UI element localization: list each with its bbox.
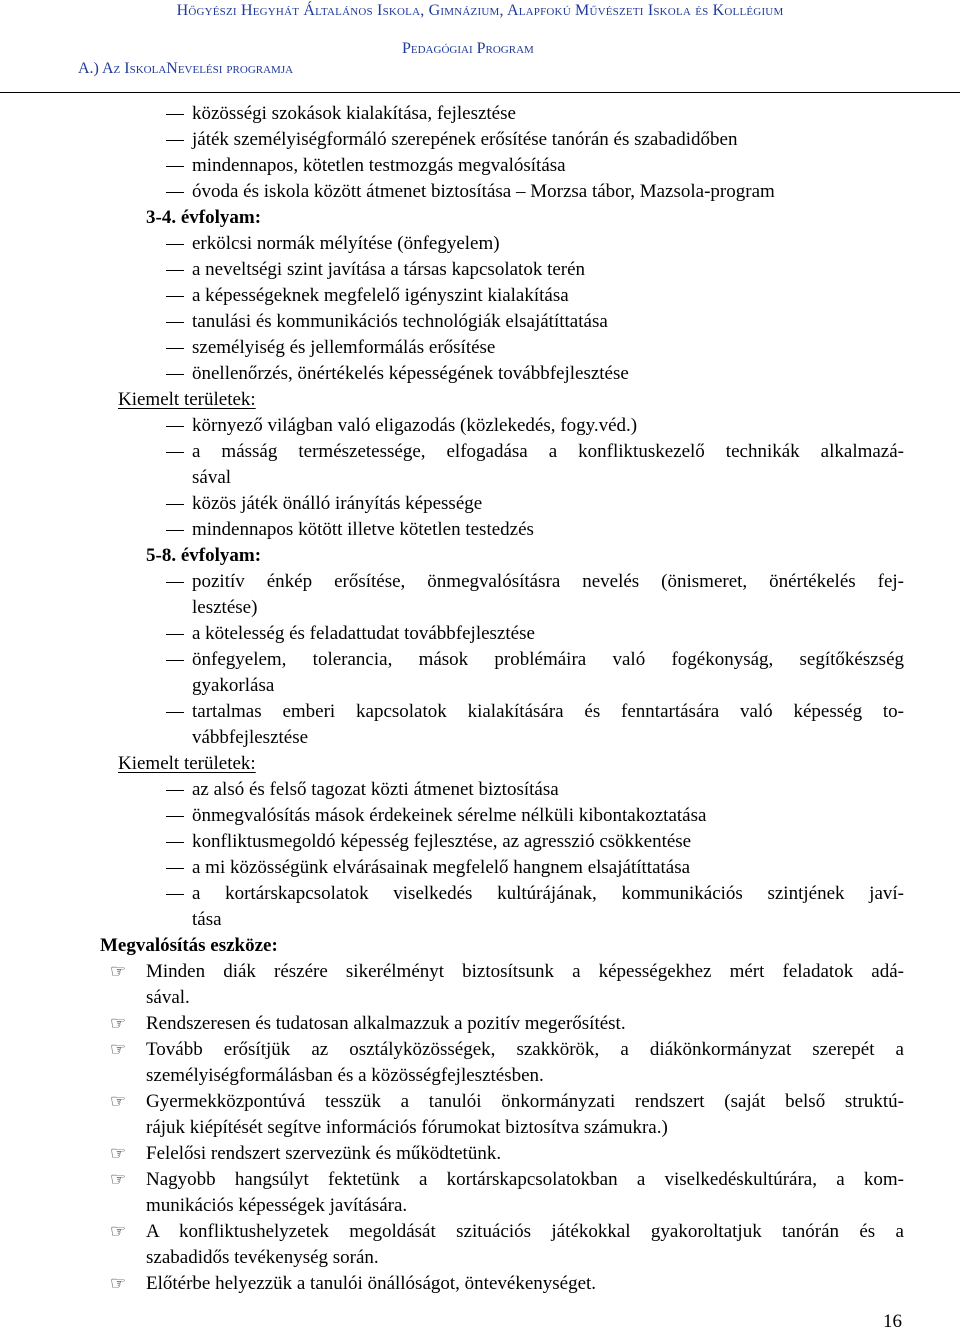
list-item: mindennapos, kötetlen testmozgás megvalósítása (0, 153, 960, 179)
list-item: játék személyiségformáló szerepének erősítése tanórán és szabadidőben (0, 127, 960, 153)
dash-bullet (166, 426, 184, 427)
list-item: környező világban való eligazodás (közlekedés, fogy.véd.) (0, 413, 960, 439)
dash-bullet (166, 244, 184, 245)
tool-item-continuation: sával. (146, 987, 190, 1008)
list-item: pozitív énkép erősítése, önmegvalósításra nevelés (önismeret, önértékelés fej- (0, 569, 960, 595)
list-item: személyiség és jellemformálás erősítése (0, 335, 960, 361)
dash-bullet (166, 114, 184, 115)
list-item: tanulási és kommunikációs technológiák elsajátíttatása (0, 309, 960, 335)
tool-item: ☞ A konfliktushelyzetek megoldását szituációs játékokkal gyakoroltatjuk tanórán és a (0, 1219, 960, 1245)
pointing-hand-icon: ☞ (110, 1013, 127, 1034)
list-item: az alsó és felső tagozat közti átmenet biztosítása (0, 777, 960, 803)
list-item: a kortárskapcsolatok viselkedés kultúrájának, kommunikációs szintjének javí- (0, 881, 960, 907)
list-item: a mi közösségünk elvárásainak megfelelő hangnem elsajátíttatása (0, 855, 960, 881)
dash-bullet (166, 296, 184, 297)
grade-heading: 5-8. évfolyam: (146, 545, 262, 566)
list-item: konfliktusmegoldó képesség fejlesztése, az agresszió csökkentése (0, 829, 960, 855)
dash-bullet (166, 192, 184, 193)
dash-bullet (166, 348, 184, 349)
list-item: önmegvalósítás mások érdekeinek sérelme nélküli kibontakoztatása (0, 803, 960, 829)
tool-item: ☞ Gyermekközpontúvá tesszük a tanulói önkormányzati rendszert (saját belső struktú- (0, 1089, 960, 1115)
dash-bullet (166, 140, 184, 141)
dash-bullet (166, 166, 184, 167)
list-item: a másság természetessége, elfogadása a konfliktuskezelő technikák alkalmazá- (0, 439, 960, 465)
tool-item-continuation: személyiségformálásban és a közösségfejlesztésben. (146, 1065, 544, 1086)
tool-item-continuation: munikációs képességek javítására. (146, 1195, 408, 1216)
tool-item-continuation: rájuk kiépítését segítve információs fórumokat biztosítva számukra.) (146, 1117, 668, 1138)
list-item: önfegyelem, tolerancia, mások problémáira való fogékonyság, segítőkészség (0, 647, 960, 673)
dash-bullet (166, 790, 184, 791)
dash-bullet (166, 894, 184, 895)
pointing-hand-icon: ☞ (110, 961, 127, 982)
list-item: mindennapos kötött illetve kötetlen testedzés (0, 517, 960, 543)
dash-bullet (166, 816, 184, 817)
pointing-hand-icon: ☞ (110, 1143, 127, 1164)
program-title: Pedagógiai Program (402, 40, 534, 57)
list-item: a képességeknek megfelelő igényszint kialakítása (0, 283, 960, 309)
dash-bullet (166, 530, 184, 531)
pointing-hand-icon: ☞ (110, 1273, 127, 1294)
tool-item: ☞ Tovább erősítjük az osztályközösségek, szakkörök, a diákönkormányzat szerepét a (0, 1037, 960, 1063)
page-header (0, 0, 960, 93)
kiemelt-label: Kiemelt területek: (118, 753, 256, 774)
document-body (0, 101, 960, 1297)
tool-item: ☞ Nagyobb hangsúlyt fektetünk a kortárskapcsolatokban a viselkedéskultúrára, a kom- (0, 1167, 960, 1193)
dash-bullet (166, 660, 184, 661)
list-item-continuation: gyakorlása (192, 675, 275, 696)
list-item: erkölcsi normák mélyítése (önfegyelem) (0, 231, 960, 257)
tool-item: ☞ Rendszeresen és tudatosan alkalmazzuk a pozitív megerősítést. (0, 1011, 960, 1037)
tool-item: ☞ Felelősi rendszert szervezünk és működtetünk. (0, 1141, 960, 1167)
section-title: A.) Az IskolaNevelési programja (78, 60, 294, 77)
dash-bullet (166, 712, 184, 713)
pointing-hand-icon: ☞ (110, 1169, 127, 1190)
dash-bullet (166, 842, 184, 843)
pointing-hand-icon: ☞ (110, 1221, 127, 1242)
dash-bullet (166, 374, 184, 375)
pointing-hand-icon: ☞ (110, 1091, 127, 1112)
pointing-hand-icon: ☞ (110, 1039, 127, 1060)
tool-item-continuation: szabadidős tevékenység során. (146, 1247, 379, 1268)
list-item: óvoda és iskola között átmenet biztosítása – Morzsa tábor, Mazsola-program (0, 179, 960, 205)
dash-bullet (166, 504, 184, 505)
list-item: a kötelesség és feladattudat továbbfejlesztése (0, 621, 960, 647)
page-number: 16 (883, 1311, 902, 1332)
list-item: közös játék önálló irányítás képessége (0, 491, 960, 517)
tool-item: ☞ Minden diák részére sikerélményt biztosítsunk a képességekhez mért feladatok adá- (0, 959, 960, 985)
dash-bullet (166, 322, 184, 323)
list-item-continuation: vábbfejlesztése (192, 727, 309, 748)
list-item: a neveltségi szint javítása a társas kapcsolatok terén (0, 257, 960, 283)
list-item: önellenőrzés, önértékelés képességének továbbfejlesztése (0, 361, 960, 387)
tool-item: ☞ Előtérbe helyezzük a tanulói önállóságot, öntevékenységet. (0, 1271, 960, 1297)
tools-heading: Megvalósítás eszköze: (100, 935, 278, 956)
dash-bullet (166, 582, 184, 583)
grade-heading: 3-4. évfolyam: (146, 207, 262, 228)
school-name: Hőgyészi Hegyhát Általános Iskola, Gimnázium, Alapfokú Művészeti Iskola és Kollégium (176, 2, 784, 19)
list-item-continuation: tása (192, 909, 222, 930)
dash-bullet (166, 452, 184, 453)
dash-bullet (166, 270, 184, 271)
list-item-continuation: lesztése) (192, 597, 258, 618)
list-item: tartalmas emberi kapcsolatok kialakítására és fenntartására való képesség to- (0, 699, 960, 725)
dash-bullet (166, 868, 184, 869)
dash-bullet (166, 634, 184, 635)
kiemelt-label: Kiemelt területek: (118, 389, 256, 410)
list-item: közösségi szokások kialakítása, fejlesztése (0, 101, 960, 127)
list-item-continuation: sával (192, 467, 232, 488)
